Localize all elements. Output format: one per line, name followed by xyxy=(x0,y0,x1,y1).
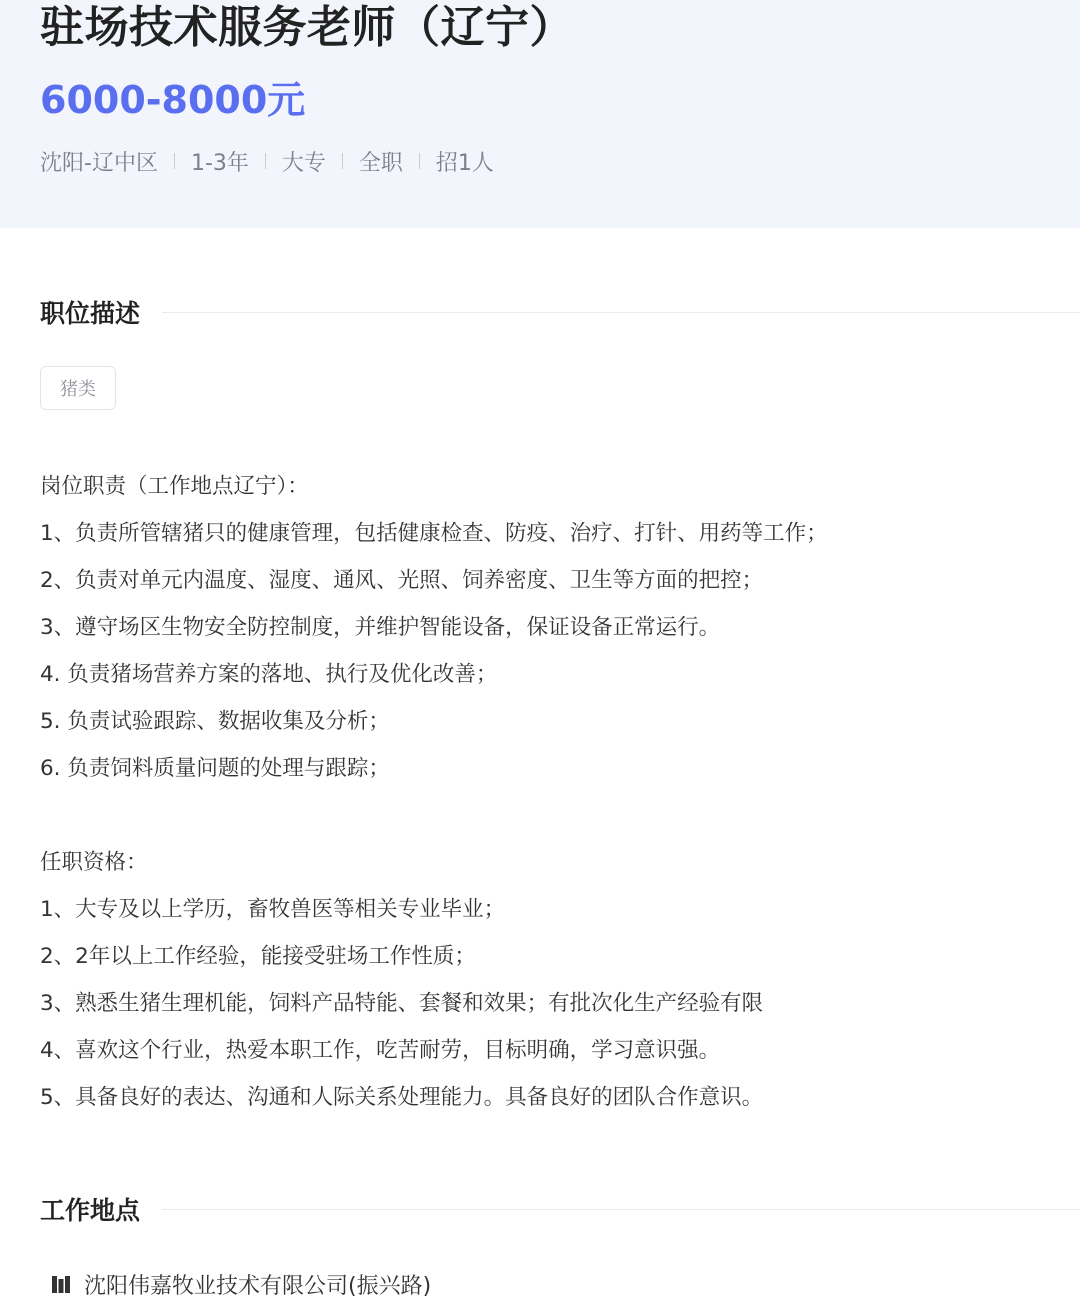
description-section-header xyxy=(40,292,1080,332)
responsibility-item: 1、负责所管辖猪只的健康管理，包括健康检查、防疫、治疗、打针、用药等工作； xyxy=(40,521,828,546)
category-tag[interactable]: 猪类 xyxy=(40,366,116,410)
location-section-header xyxy=(40,1189,1080,1229)
description-heading: 职位描述 xyxy=(40,299,141,328)
meta-divider xyxy=(419,153,420,169)
responsibility-item: 2、负责对单元内温度、湿度、通风、光照、饲养密度、卫生等方面的把控； xyxy=(40,568,764,593)
qualifications-title: 任职资格： xyxy=(40,850,148,875)
responsibility-item: 4. 负责猪场营养方案的落地、执行及优化改善； xyxy=(40,662,498,687)
building-icon xyxy=(50,1273,72,1295)
qualification-item: 1、大专及以上学历，畜牧兽医等相关专业毕业； xyxy=(40,897,506,922)
meta-divider xyxy=(174,153,175,169)
meta-headcount: 招1人 xyxy=(435,150,494,176)
meta-experience: 1-3年 xyxy=(190,150,249,176)
responsibility-item: 5. 负责试验跟踪、数据收集及分析； xyxy=(40,709,390,734)
salary: 6000-8000元 xyxy=(40,78,306,122)
qualification-item: 2、2年以上工作经验，能接受驻场工作性质； xyxy=(40,944,476,969)
responsibility-item: 3、遵守场区生物安全防控制度，并维护智能设备，保证设备正常运行。 xyxy=(40,615,721,640)
meta-divider xyxy=(342,153,343,169)
job-header xyxy=(0,0,1080,228)
qualification-item: 3、熟悉生猪生理机能，饲料产品特能、套餐和效果；有批次化生产经验有限 xyxy=(40,991,764,1016)
meta-job-type: 全职 xyxy=(358,150,403,176)
responsibility-item: 6. 负责饲料质量问题的处理与跟踪； xyxy=(40,756,390,781)
job-title: 驻场技术服务老师（辽宁） xyxy=(40,2,574,53)
job-meta xyxy=(40,143,494,179)
section-divider xyxy=(162,1209,1080,1210)
meta-divider xyxy=(265,153,266,169)
responsibilities-title: 岗位职责（工作地点辽宁）： xyxy=(40,474,309,499)
meta-location: 沈阳-辽中区 xyxy=(40,150,158,176)
address-text: 沈阳伟嘉牧业技术有限公司(振兴路) xyxy=(84,1273,432,1299)
qualification-item: 5、具备良好的表达、沟通和人际关系处理能力。具备良好的团队合作意识。 xyxy=(40,1085,764,1110)
work-address[interactable] xyxy=(50,1266,431,1302)
section-divider xyxy=(162,312,1080,313)
qualification-item: 4、喜欢这个行业，热爱本职工作，吃苦耐劳，目标明确，学习意识强。 xyxy=(40,1038,721,1063)
meta-education: 大专 xyxy=(281,150,326,176)
location-heading: 工作地点 xyxy=(40,1196,141,1225)
